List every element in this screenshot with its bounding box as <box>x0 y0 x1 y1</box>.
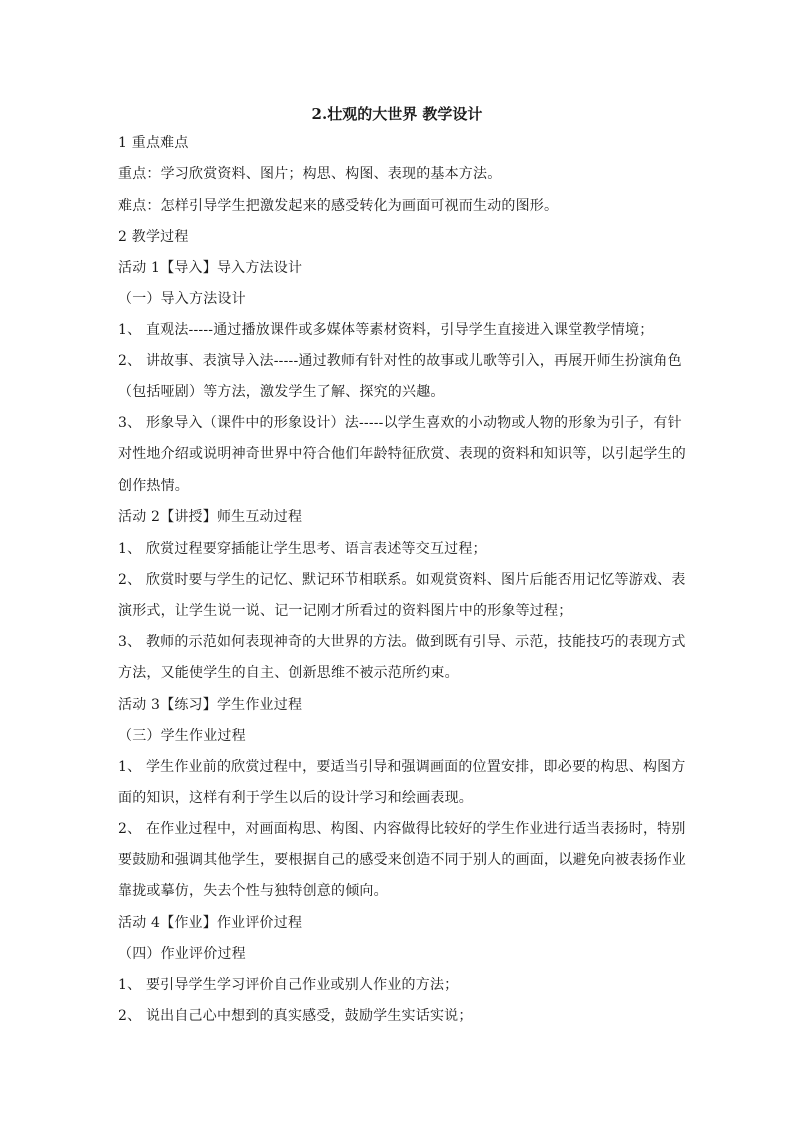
paragraph-line: 2、 讲故事、表演导入法-----通过教师有针对性的故事或儿歌等引入，再展开师生扮演角色 <box>118 353 682 369</box>
activity-heading: 活动 3【练习】学生作业过程 <box>118 697 303 713</box>
paragraph-line: （包括哑剧）等方法，激发学生了解、探究的兴趣。 <box>118 384 445 400</box>
paragraph-line: 要鼓励和强调其他学生，要根据自己的感受来创造不同于别人的画面，以避免向被表扬作业 <box>118 852 686 868</box>
paragraph-line: 难点：怎样引导学生把激发起来的感受转化为画面可视而生动的图形。 <box>118 198 559 214</box>
paragraph-line: 重点：学习欣赏资料、图片；构思、构图、表现的基本方法。 <box>118 166 502 182</box>
paragraph-line: 1、 要引导学生学习评价自己作业或别人作业的方法； <box>118 977 459 993</box>
activity-heading: 活动 2【讲授】师生互动过程 <box>118 509 303 525</box>
document-title: 2.壮观的大世界 教学设计 <box>311 105 483 123</box>
paragraph-line: 2、 欣赏时要与学生的记忆、默记环节相联系。如观赏资料、图片后能否用记忆等游戏、表 <box>118 572 686 588</box>
paragraph-line: 靠拢或摹仿，失去个性与独特创意的倾向。 <box>118 883 388 899</box>
subsection-heading: （一）导入方法设计 <box>118 291 246 307</box>
paragraph-line: 3、 形象导入（课件中的形象设计）法-----以学生喜欢的小动物或人物的形象为引子，有针 <box>118 415 682 431</box>
activity-heading: 活动 4【作业】作业评价过程 <box>118 915 303 931</box>
paragraph-line: 2、 说出自己心中想到的真实感受，鼓励学生实话实说； <box>118 1008 473 1024</box>
paragraph-line: 面的知识，这样有利于学生以后的设计学习和绘画表现。 <box>118 790 473 806</box>
paragraph-line: 3、 教师的示范如何表现神奇的大世界的方法。做到既有引导、示范，技能技巧的表现方式 <box>118 634 686 650</box>
subsection-heading: （四）作业评价过程 <box>118 946 246 962</box>
section-heading-key-points: 1 重点难点 <box>118 135 189 151</box>
paragraph-line: 方法，又能使学生的自主、创新思维不被示范所约束。 <box>118 665 459 681</box>
section-heading-process: 2 教学过程 <box>118 229 189 245</box>
paragraph-line: 1、 直观法-----通过播放课件或多媒体等素材资料，引导学生直接进入课堂教学情境； <box>118 322 654 338</box>
subsection-heading: （三）学生作业过程 <box>118 728 246 744</box>
paragraph-line: 演形式，让学生说一说、记一记刚才所看过的资料图片中的形象等过程； <box>118 603 573 619</box>
paragraph-line: 1、 学生作业前的欣赏过程中，要适当引导和强调画面的位置安排，即必要的构思、构图方 <box>118 759 686 775</box>
paragraph-line: 1、 欣赏过程要穿插能让学生思考、语言表述等交互过程； <box>118 541 487 557</box>
paragraph-line: 2、 在作业过程中，对画面构思、构图、内容做得比较好的学生作业进行适当表扬时，特别 <box>118 821 686 837</box>
paragraph-line: 对性地介绍或说明神奇世界中符合他们年龄特征欣赏、表现的资料和知识等，以引起学生的 <box>118 446 686 462</box>
paragraph-line: 创作热情。 <box>118 478 189 494</box>
activity-heading: 活动 1【导入】导入方法设计 <box>118 260 303 276</box>
